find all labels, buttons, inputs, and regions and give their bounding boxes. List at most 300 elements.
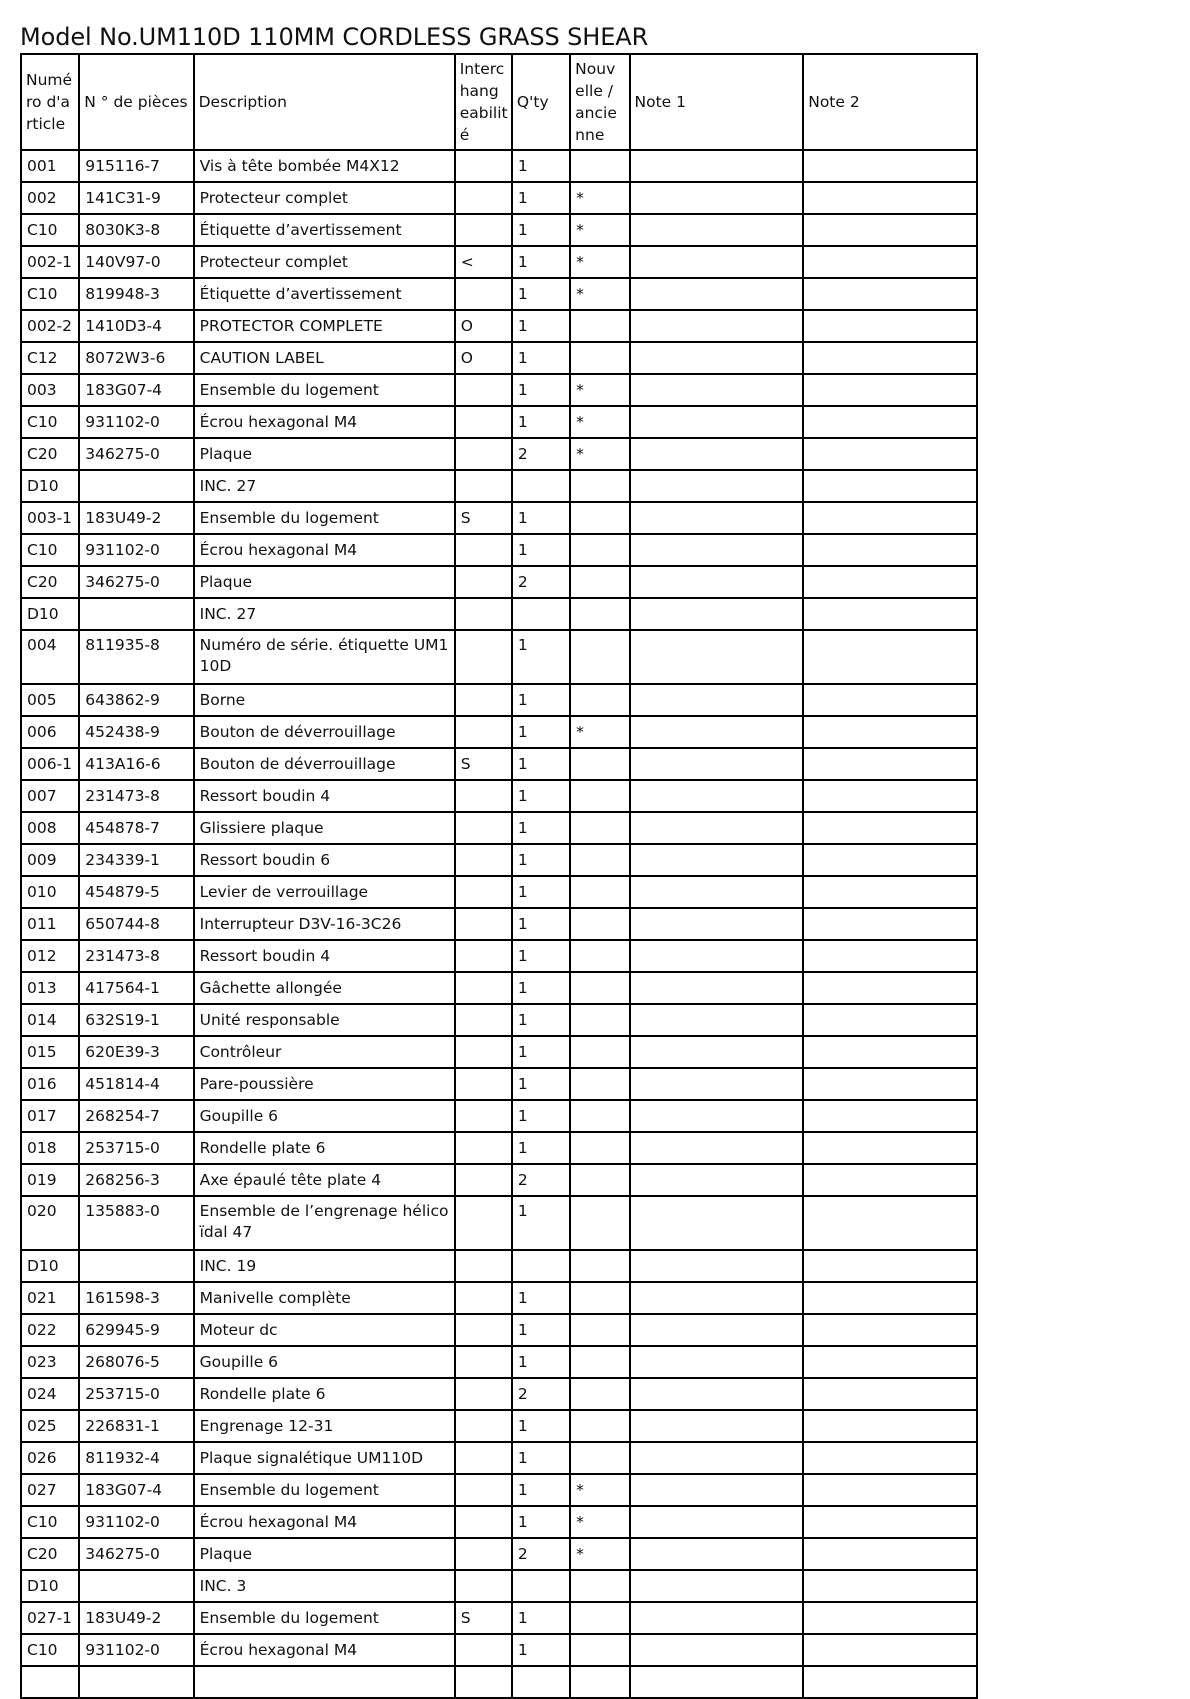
table-row (21, 812, 977, 844)
part-number-cell: 231473-8 (79, 940, 193, 972)
note-1-cell (630, 908, 804, 940)
new-old-cell: * (570, 374, 629, 406)
part-number-cell: 811932-4 (79, 1442, 193, 1474)
header-description: Description (194, 54, 455, 150)
table-row (21, 278, 977, 310)
quantity-cell: 2 (512, 1378, 570, 1410)
quantity-cell: 1 (512, 1442, 570, 1474)
table-row (21, 630, 977, 684)
note-1-cell (630, 310, 804, 342)
description-cell: Ensemble du logement (194, 502, 455, 534)
quantity-cell: 1 (512, 342, 570, 374)
part-number-cell: 629945-9 (79, 1314, 193, 1346)
quantity-cell: 2 (512, 566, 570, 598)
new-old-cell (570, 1036, 629, 1068)
description-cell: Borne (194, 684, 455, 716)
note-2-cell (803, 1346, 977, 1378)
description-cell: Engrenage 12-31 (194, 1410, 455, 1442)
description-cell: Écrou hexagonal M4 (194, 534, 455, 566)
interchangeability-cell (455, 1474, 512, 1506)
note-2-cell (803, 876, 977, 908)
part-number-cell: 452438-9 (79, 716, 193, 748)
item-number-cell: 023 (21, 1346, 79, 1378)
item-number-cell: 002-1 (21, 246, 79, 278)
part-number-cell: 643862-9 (79, 684, 193, 716)
note-2-cell (803, 406, 977, 438)
new-old-cell: * (570, 214, 629, 246)
interchangeability-cell (455, 278, 512, 310)
quantity-cell: 1 (512, 374, 570, 406)
table-row (21, 246, 977, 278)
quantity-cell: 1 (512, 534, 570, 566)
part-number-cell: 268256-3 (79, 1164, 193, 1196)
interchangeability-cell: < (455, 246, 512, 278)
table-row (21, 310, 977, 342)
table-row (21, 1068, 977, 1100)
description-cell: Ensemble du logement (194, 1474, 455, 1506)
quantity-cell: 1 (512, 812, 570, 844)
part-number-cell: 931102-0 (79, 1634, 193, 1666)
interchangeability-cell (455, 438, 512, 470)
table-row (21, 748, 977, 780)
note-2-cell (803, 150, 977, 182)
interchangeability-cell (455, 876, 512, 908)
description-cell: Plaque signalétique UM110D (194, 1442, 455, 1474)
table-row (21, 972, 977, 1004)
item-number-cell: 025 (21, 1410, 79, 1442)
quantity-cell: 1 (512, 1602, 570, 1634)
note-2-cell (803, 310, 977, 342)
new-old-cell (570, 470, 629, 502)
part-number-cell (79, 470, 193, 502)
note-1-cell (630, 812, 804, 844)
description-cell: Étiquette d’avertissement (194, 214, 455, 246)
table-row (21, 598, 977, 630)
item-number-cell: D10 (21, 1250, 79, 1282)
item-number-cell: C10 (21, 406, 79, 438)
new-old-cell (570, 1196, 629, 1250)
description-cell: Glissiere plaque (194, 812, 455, 844)
table-row (21, 1196, 977, 1250)
table-row (21, 876, 977, 908)
interchangeability-cell (455, 214, 512, 246)
note-1-cell (630, 246, 804, 278)
item-number-cell: 012 (21, 940, 79, 972)
item-number-cell: 019 (21, 1164, 79, 1196)
interchangeability-cell (455, 1004, 512, 1036)
part-number-cell: 650744-8 (79, 908, 193, 940)
header-row (21, 54, 977, 150)
note-2-cell (803, 716, 977, 748)
description-cell: Unité responsable (194, 1004, 455, 1036)
description-cell: Ressort boudin 6 (194, 844, 455, 876)
note-1-cell (630, 1100, 804, 1132)
item-number-cell: 013 (21, 972, 79, 1004)
note-1-cell (630, 1314, 804, 1346)
description-cell: Ensemble du logement (194, 374, 455, 406)
interchangeability-cell: O (455, 310, 512, 342)
new-old-cell (570, 1634, 629, 1666)
new-old-cell: * (570, 1474, 629, 1506)
interchangeability-cell (455, 1164, 512, 1196)
note-2-cell (803, 630, 977, 684)
table-row (21, 1570, 977, 1602)
description-cell: Moteur dc (194, 1314, 455, 1346)
note-2-cell (803, 1634, 977, 1666)
quantity-cell (512, 1570, 570, 1602)
part-number-cell: 819948-3 (79, 278, 193, 310)
note-2-cell (803, 1602, 977, 1634)
interchangeability-cell (455, 1570, 512, 1602)
part-number-cell: 413A16-6 (79, 748, 193, 780)
part-number-cell: 8030K3-8 (79, 214, 193, 246)
item-number-cell: 002-2 (21, 310, 79, 342)
new-old-cell (570, 908, 629, 940)
new-old-cell (570, 940, 629, 972)
note-2-cell (803, 1196, 977, 1250)
note-2-cell (803, 246, 977, 278)
quantity-cell: 1 (512, 278, 570, 310)
note-1-cell (630, 1250, 804, 1282)
part-number-cell: 140V97-0 (79, 246, 193, 278)
quantity-cell: 1 (512, 1068, 570, 1100)
item-number-cell: 021 (21, 1282, 79, 1314)
header-new-old: Nouv elle / ancie nne (570, 54, 629, 150)
part-number-cell: 417564-1 (79, 972, 193, 1004)
description-cell: PROTECTOR COMPLETE (194, 310, 455, 342)
interchangeability-cell (455, 1346, 512, 1378)
interchangeability-cell: S (455, 748, 512, 780)
note-1-cell (630, 1410, 804, 1442)
description-cell: Protecteur complet (194, 246, 455, 278)
item-number-cell: 011 (21, 908, 79, 940)
note-1-cell (630, 780, 804, 812)
description-cell: Levier de verrouillage (194, 876, 455, 908)
part-number-cell: 8072W3-6 (79, 342, 193, 374)
quantity-cell: 1 (512, 1474, 570, 1506)
note-2-cell (803, 1250, 977, 1282)
quantity-cell: 1 (512, 630, 570, 684)
quantity-cell: 1 (512, 150, 570, 182)
quantity-cell: 1 (512, 1634, 570, 1666)
new-old-cell (570, 502, 629, 534)
quantity-cell: 2 (512, 1164, 570, 1196)
table-row (21, 1634, 977, 1666)
description-cell: INC. 27 (194, 598, 455, 630)
interchangeability-cell (455, 598, 512, 630)
item-number-cell: 005 (21, 684, 79, 716)
note-2-cell (803, 1036, 977, 1068)
note-2-cell (803, 1068, 977, 1100)
part-number-cell: 268076-5 (79, 1346, 193, 1378)
note-2-cell (803, 812, 977, 844)
note-2-cell (803, 182, 977, 214)
quantity-cell: 1 (512, 406, 570, 438)
description-cell: Écrou hexagonal M4 (194, 406, 455, 438)
part-number-cell: 451814-4 (79, 1068, 193, 1100)
interchangeability-cell (455, 1250, 512, 1282)
item-number-cell: C10 (21, 278, 79, 310)
description-cell: Ressort boudin 4 (194, 780, 455, 812)
new-old-cell (570, 780, 629, 812)
description-cell: Ressort boudin 4 (194, 940, 455, 972)
new-old-cell (570, 1250, 629, 1282)
note-1-cell (630, 406, 804, 438)
quantity-cell: 1 (512, 972, 570, 1004)
table-row (21, 1004, 977, 1036)
note-1-cell (630, 182, 804, 214)
part-number-cell: 915116-7 (79, 150, 193, 182)
note-1-cell (630, 1164, 804, 1196)
table-row (21, 374, 977, 406)
quantity-cell: 1 (512, 876, 570, 908)
description-cell: Écrou hexagonal M4 (194, 1634, 455, 1666)
table-row (21, 406, 977, 438)
header-note-2: Note 2 (803, 54, 977, 150)
item-number-cell: 022 (21, 1314, 79, 1346)
interchangeability-cell (455, 1378, 512, 1410)
header-item-number: Numé ro d'a rticle (21, 54, 79, 150)
quantity-cell (512, 1250, 570, 1282)
description-cell: Plaque (194, 1538, 455, 1570)
interchangeability-cell (455, 1666, 512, 1698)
part-number-cell: 1410D3-4 (79, 310, 193, 342)
item-number-cell: C20 (21, 438, 79, 470)
interchangeability-cell: S (455, 1602, 512, 1634)
quantity-cell: 1 (512, 716, 570, 748)
part-number-cell: 620E39-3 (79, 1036, 193, 1068)
note-1-cell (630, 1442, 804, 1474)
note-2-cell (803, 1282, 977, 1314)
note-2-cell (803, 1538, 977, 1570)
part-number-cell: 226831-1 (79, 1410, 193, 1442)
interchangeability-cell (455, 374, 512, 406)
quantity-cell: 1 (512, 748, 570, 780)
table-row (21, 1282, 977, 1314)
note-1-cell (630, 1538, 804, 1570)
note-1-cell (630, 566, 804, 598)
new-old-cell (570, 150, 629, 182)
description-cell: INC. 27 (194, 470, 455, 502)
note-2-cell (803, 844, 977, 876)
note-1-cell (630, 1474, 804, 1506)
description-cell: Gâchette allongée (194, 972, 455, 1004)
description-cell: Étiquette d’avertissement (194, 278, 455, 310)
header-quantity: Q'ty (512, 54, 570, 150)
note-2-cell (803, 1410, 977, 1442)
note-2-cell (803, 438, 977, 470)
note-1-cell (630, 684, 804, 716)
interchangeability-cell (455, 182, 512, 214)
note-1-cell (630, 844, 804, 876)
quantity-cell: 1 (512, 310, 570, 342)
interchangeability-cell (455, 1068, 512, 1100)
table-row (21, 908, 977, 940)
parts-table (20, 53, 978, 1699)
description-cell: Contrôleur (194, 1036, 455, 1068)
note-1-cell (630, 1068, 804, 1100)
description-cell: Manivelle complète (194, 1282, 455, 1314)
description-cell: Goupille 6 (194, 1100, 455, 1132)
quantity-cell: 1 (512, 684, 570, 716)
note-1-cell (630, 972, 804, 1004)
description-cell: Rondelle plate 6 (194, 1132, 455, 1164)
table-row (21, 940, 977, 972)
new-old-cell (570, 876, 629, 908)
part-number-cell: 454878-7 (79, 812, 193, 844)
note-2-cell (803, 940, 977, 972)
table-row (21, 1474, 977, 1506)
new-old-cell (570, 1282, 629, 1314)
note-2-cell (803, 502, 977, 534)
table-row (21, 1666, 977, 1698)
note-2-cell (803, 1100, 977, 1132)
new-old-cell: * (570, 1506, 629, 1538)
quantity-cell: 1 (512, 1410, 570, 1442)
description-cell: Vis à tête bombée M4X12 (194, 150, 455, 182)
new-old-cell (570, 1004, 629, 1036)
quantity-cell: 1 (512, 1506, 570, 1538)
item-number-cell: 026 (21, 1442, 79, 1474)
new-old-cell (570, 598, 629, 630)
table-row (21, 470, 977, 502)
item-number-cell: 006 (21, 716, 79, 748)
interchangeability-cell (455, 1100, 512, 1132)
quantity-cell: 1 (512, 246, 570, 278)
table-row (21, 182, 977, 214)
quantity-cell: 2 (512, 1538, 570, 1570)
new-old-cell (570, 1570, 629, 1602)
interchangeability-cell (455, 1036, 512, 1068)
new-old-cell (570, 1442, 629, 1474)
description-cell: Numéro de série. étiquette UM110D (194, 630, 455, 684)
interchangeability-cell (455, 1634, 512, 1666)
note-2-cell (803, 1004, 977, 1036)
part-number-cell: 811935-8 (79, 630, 193, 684)
note-1-cell (630, 940, 804, 972)
quantity-cell: 1 (512, 780, 570, 812)
item-number-cell: C10 (21, 214, 79, 246)
interchangeability-cell (455, 844, 512, 876)
item-number-cell: 006-1 (21, 748, 79, 780)
note-1-cell (630, 1634, 804, 1666)
part-number-cell: 234339-1 (79, 844, 193, 876)
part-number-cell: 346275-0 (79, 438, 193, 470)
description-cell: Rondelle plate 6 (194, 1378, 455, 1410)
part-number-cell: 632S19-1 (79, 1004, 193, 1036)
note-1-cell (630, 214, 804, 246)
new-old-cell: * (570, 182, 629, 214)
note-1-cell (630, 1282, 804, 1314)
interchangeability-cell (455, 1506, 512, 1538)
note-1-cell (630, 598, 804, 630)
note-1-cell (630, 470, 804, 502)
note-2-cell (803, 278, 977, 310)
description-cell: INC. 3 (194, 1570, 455, 1602)
note-2-cell (803, 470, 977, 502)
item-number-cell: C10 (21, 534, 79, 566)
note-2-cell (803, 1474, 977, 1506)
note-1-cell (630, 1196, 804, 1250)
new-old-cell: * (570, 246, 629, 278)
note-1-cell (630, 374, 804, 406)
note-1-cell (630, 438, 804, 470)
new-old-cell (570, 566, 629, 598)
item-number-cell: D10 (21, 1570, 79, 1602)
note-1-cell (630, 716, 804, 748)
table-row (21, 1100, 977, 1132)
note-1-cell (630, 1570, 804, 1602)
note-2-cell (803, 780, 977, 812)
interchangeability-cell (455, 1196, 512, 1250)
part-number-cell: 253715-0 (79, 1378, 193, 1410)
interchangeability-cell (455, 908, 512, 940)
quantity-cell: 1 (512, 1314, 570, 1346)
item-number-cell: 003 (21, 374, 79, 406)
note-2-cell (803, 1506, 977, 1538)
item-number-cell: D10 (21, 470, 79, 502)
page-title: Model No.UM110D 110MM CORDLESS GRASS SHEAR (20, 23, 649, 51)
interchangeability-cell (455, 534, 512, 566)
note-2-cell (803, 342, 977, 374)
new-old-cell (570, 1314, 629, 1346)
interchangeability-cell (455, 150, 512, 182)
quantity-cell (512, 598, 570, 630)
description-cell: Axe épaulé tête plate 4 (194, 1164, 455, 1196)
description-cell: INC. 19 (194, 1250, 455, 1282)
new-old-cell (570, 1410, 629, 1442)
part-number-cell: 183G07-4 (79, 374, 193, 406)
interchangeability-cell (455, 780, 512, 812)
quantity-cell: 1 (512, 1132, 570, 1164)
description-cell (194, 1666, 455, 1698)
table-row (21, 534, 977, 566)
table-header (21, 54, 977, 150)
new-old-cell (570, 1346, 629, 1378)
description-cell: Écrou hexagonal M4 (194, 1506, 455, 1538)
item-number-cell: 009 (21, 844, 79, 876)
new-old-cell (570, 1132, 629, 1164)
table-row (21, 1164, 977, 1196)
item-number-cell: 027-1 (21, 1602, 79, 1634)
new-old-cell (570, 684, 629, 716)
note-1-cell (630, 1506, 804, 1538)
part-number-cell: 268254-7 (79, 1100, 193, 1132)
quantity-cell: 1 (512, 908, 570, 940)
part-number-cell (79, 1666, 193, 1698)
description-cell: CAUTION LABEL (194, 342, 455, 374)
table-row (21, 1250, 977, 1282)
table-row (21, 214, 977, 246)
quantity-cell: 1 (512, 1100, 570, 1132)
new-old-cell: * (570, 406, 629, 438)
note-2-cell (803, 374, 977, 406)
part-number-cell: 454879-5 (79, 876, 193, 908)
part-number-cell: 346275-0 (79, 566, 193, 598)
new-old-cell (570, 1068, 629, 1100)
quantity-cell: 1 (512, 940, 570, 972)
header-note-1: Note 1 (630, 54, 804, 150)
interchangeability-cell (455, 470, 512, 502)
note-2-cell (803, 1442, 977, 1474)
item-number-cell: 004 (21, 630, 79, 684)
quantity-cell (512, 470, 570, 502)
table-row (21, 780, 977, 812)
item-number-cell: 007 (21, 780, 79, 812)
interchangeability-cell: O (455, 342, 512, 374)
quantity-cell: 1 (512, 1004, 570, 1036)
header-part-number: N ° de pièces (79, 54, 193, 150)
